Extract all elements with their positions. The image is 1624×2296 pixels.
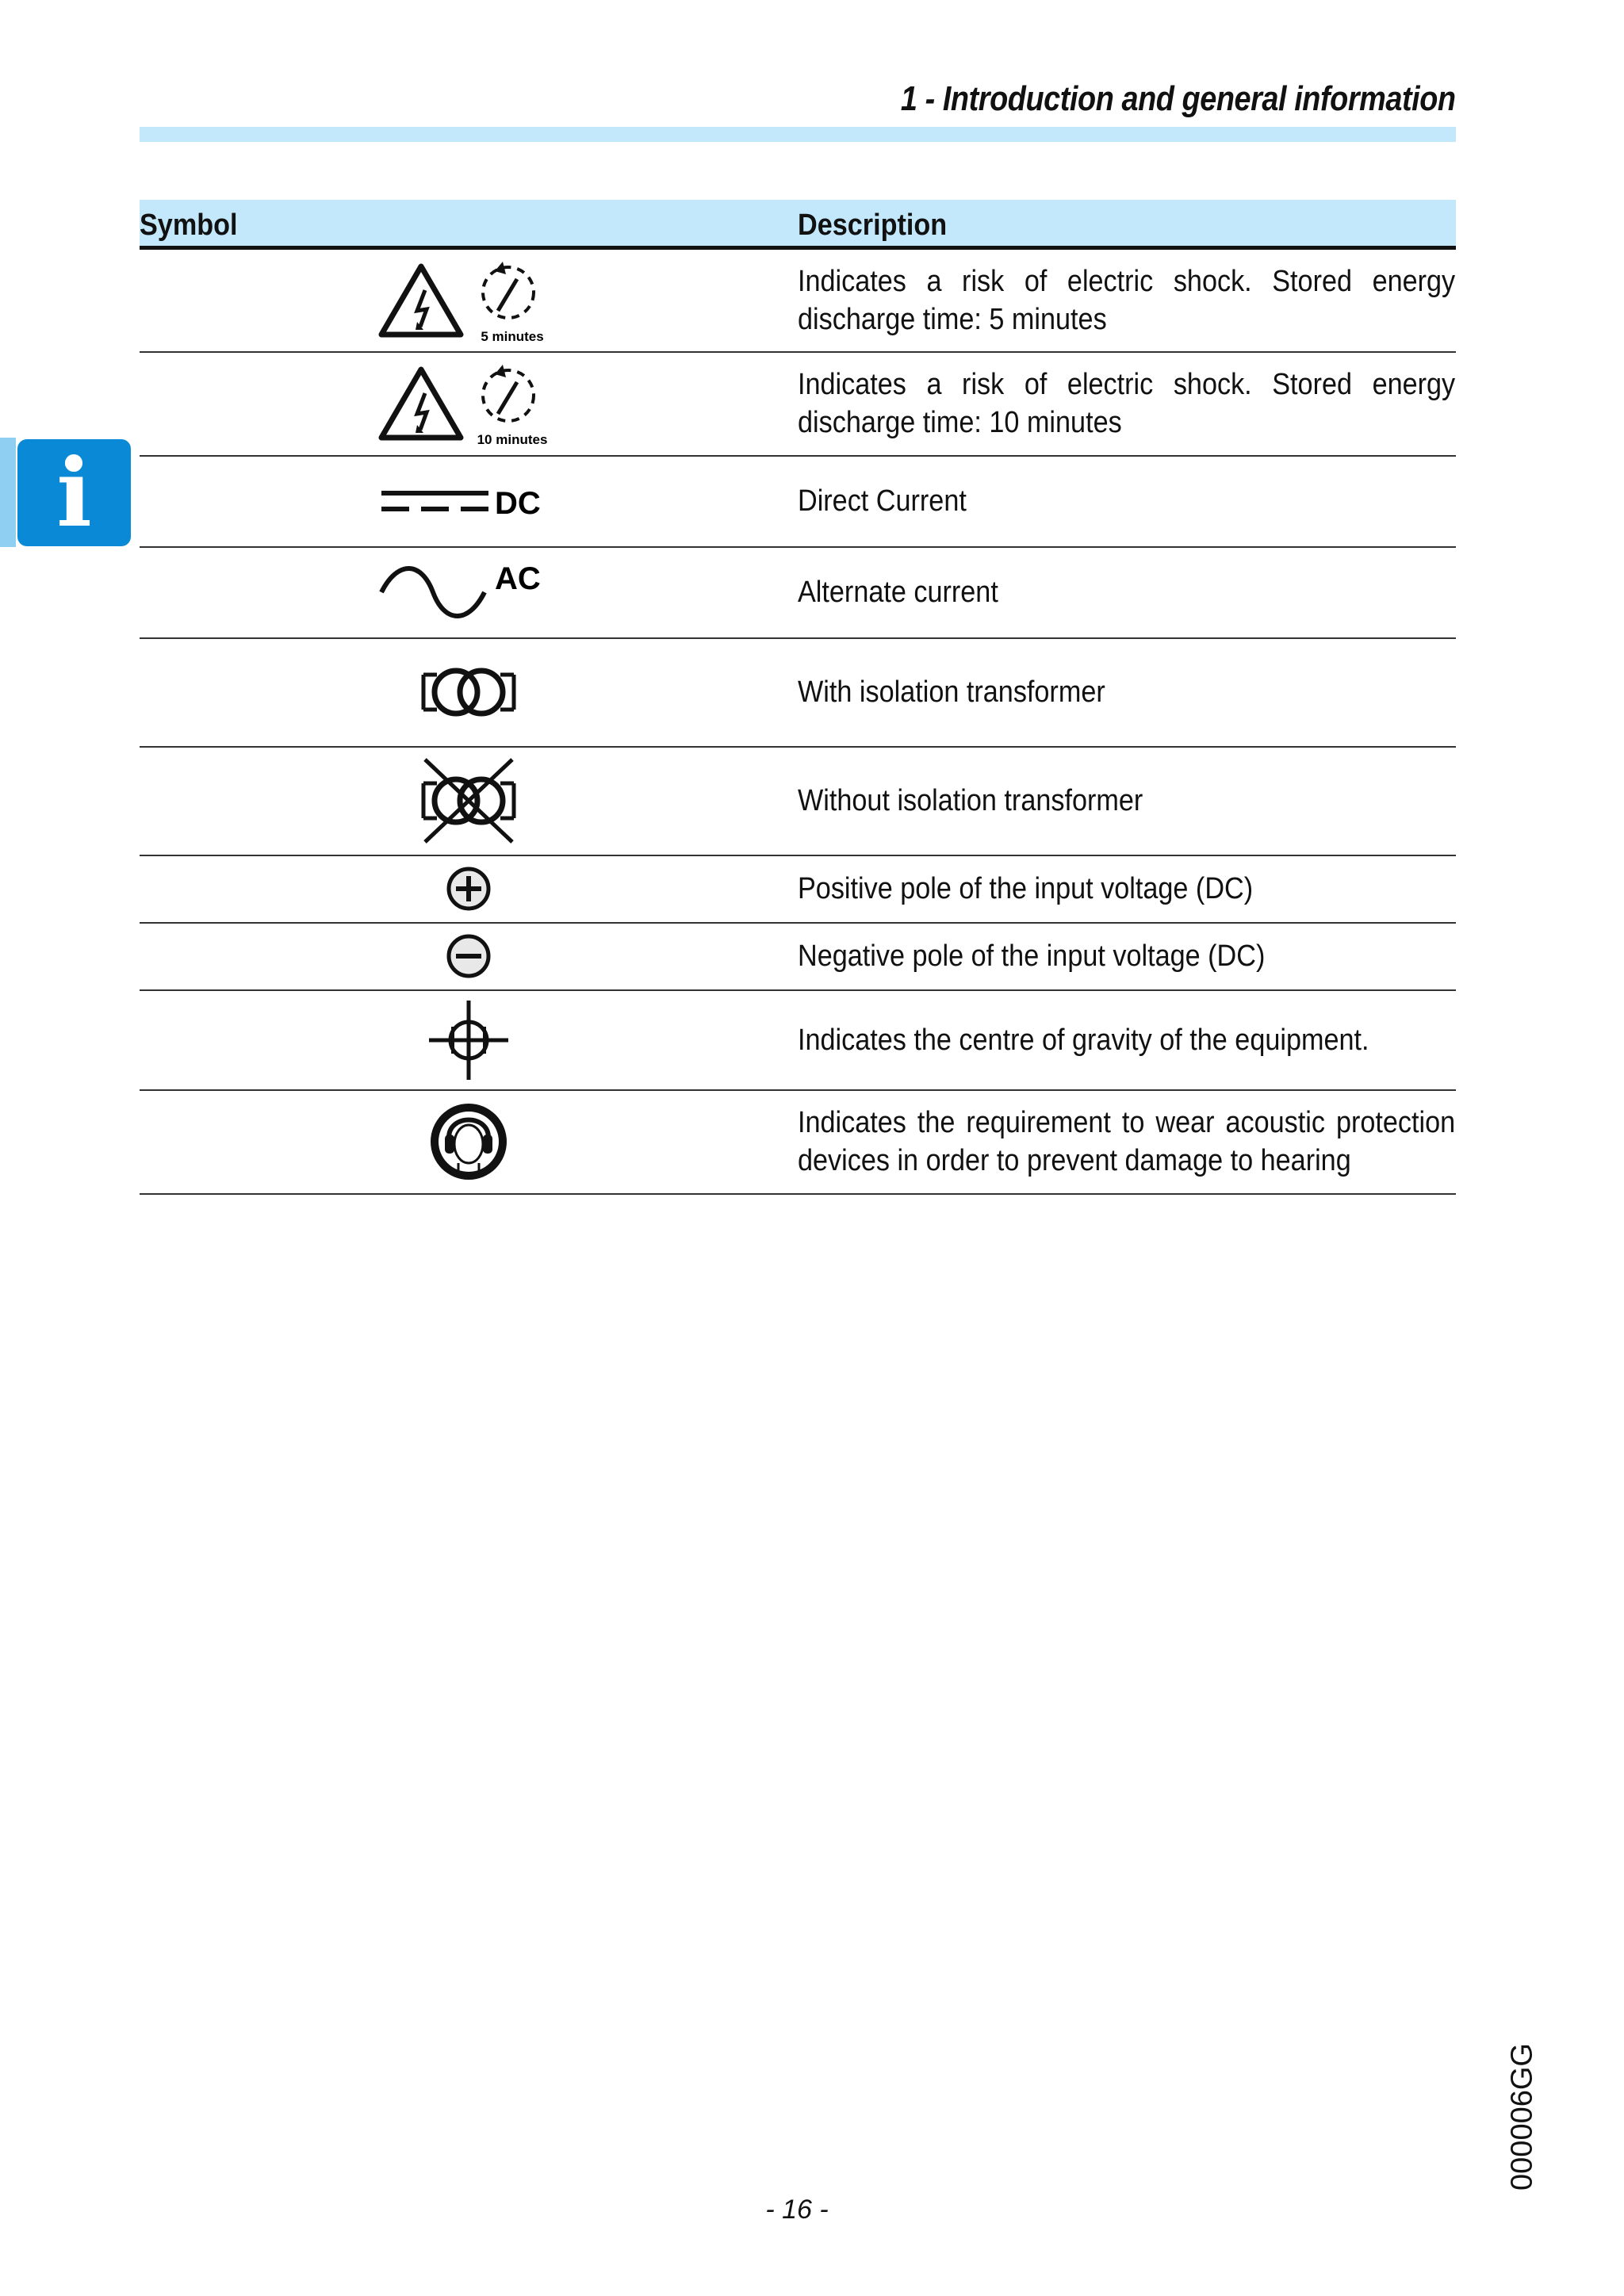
table-row [140,456,1456,547]
table-row [140,747,1456,855]
table-row [140,1090,1456,1194]
hearing-protection-icon [425,1098,512,1185]
electric-shock-10min-icon [377,360,560,447]
row-description: Negative pole of the input voltage (DC) [798,923,1456,990]
side-tab [0,438,16,547]
symbols-table [140,200,1456,1195]
row-description: Indicates the centre of gravity of the equipment. [798,990,1456,1090]
row-description: Indicates a risk of electric shock. Stored energy discharge time: 10 minutes [798,352,1456,456]
info-icon: i [56,437,92,548]
table-row [140,248,1456,352]
row-description: Positive pole of the input voltage (DC) [798,855,1456,923]
no-isolation-transformer-icon [421,757,516,844]
negative-pole-icon [445,932,492,980]
table-row [140,923,1456,990]
row-description: Without isolation transformer [798,747,1456,855]
symbol-caption: 5 minutes [481,328,544,344]
row-description: Indicates the requirement to wear acoustic protection devices in order to prevent damage to hearing [798,1090,1456,1194]
info-badge [17,439,131,546]
table-header-row [140,200,1456,248]
electric-shock-5min-icon [377,257,560,344]
section-title: 1 - Introduction and general information [901,79,1456,118]
row-description: Direct Current [798,456,1456,547]
table-row [140,547,1456,638]
table-row [140,855,1456,923]
row-description: Alternate current [798,547,1456,638]
symbol-caption: 10 minutes [477,432,548,447]
positive-pole-icon [445,865,492,913]
isolation-transformer-icon [421,660,516,724]
row-description: Indicates a risk of electric shock. Stored energy discharge time: 5 minutes [798,248,1456,352]
centre-of-gravity-icon [425,997,512,1084]
page-number: - 16 - [765,2195,829,2225]
document-code: 000006GG [1505,2043,1539,2191]
row-description: With isolation transformer [798,638,1456,747]
direct-current-icon [377,477,560,525]
symbol-caption: DC [495,486,541,521]
table-row [140,638,1456,747]
header-symbol: Symbol [140,200,798,248]
header-bar [140,127,1456,142]
table-row [140,352,1456,456]
table-row [140,990,1456,1090]
alternate-current-icon [377,561,560,624]
header-description: Description [798,200,1456,248]
symbol-caption: AC [495,561,541,596]
